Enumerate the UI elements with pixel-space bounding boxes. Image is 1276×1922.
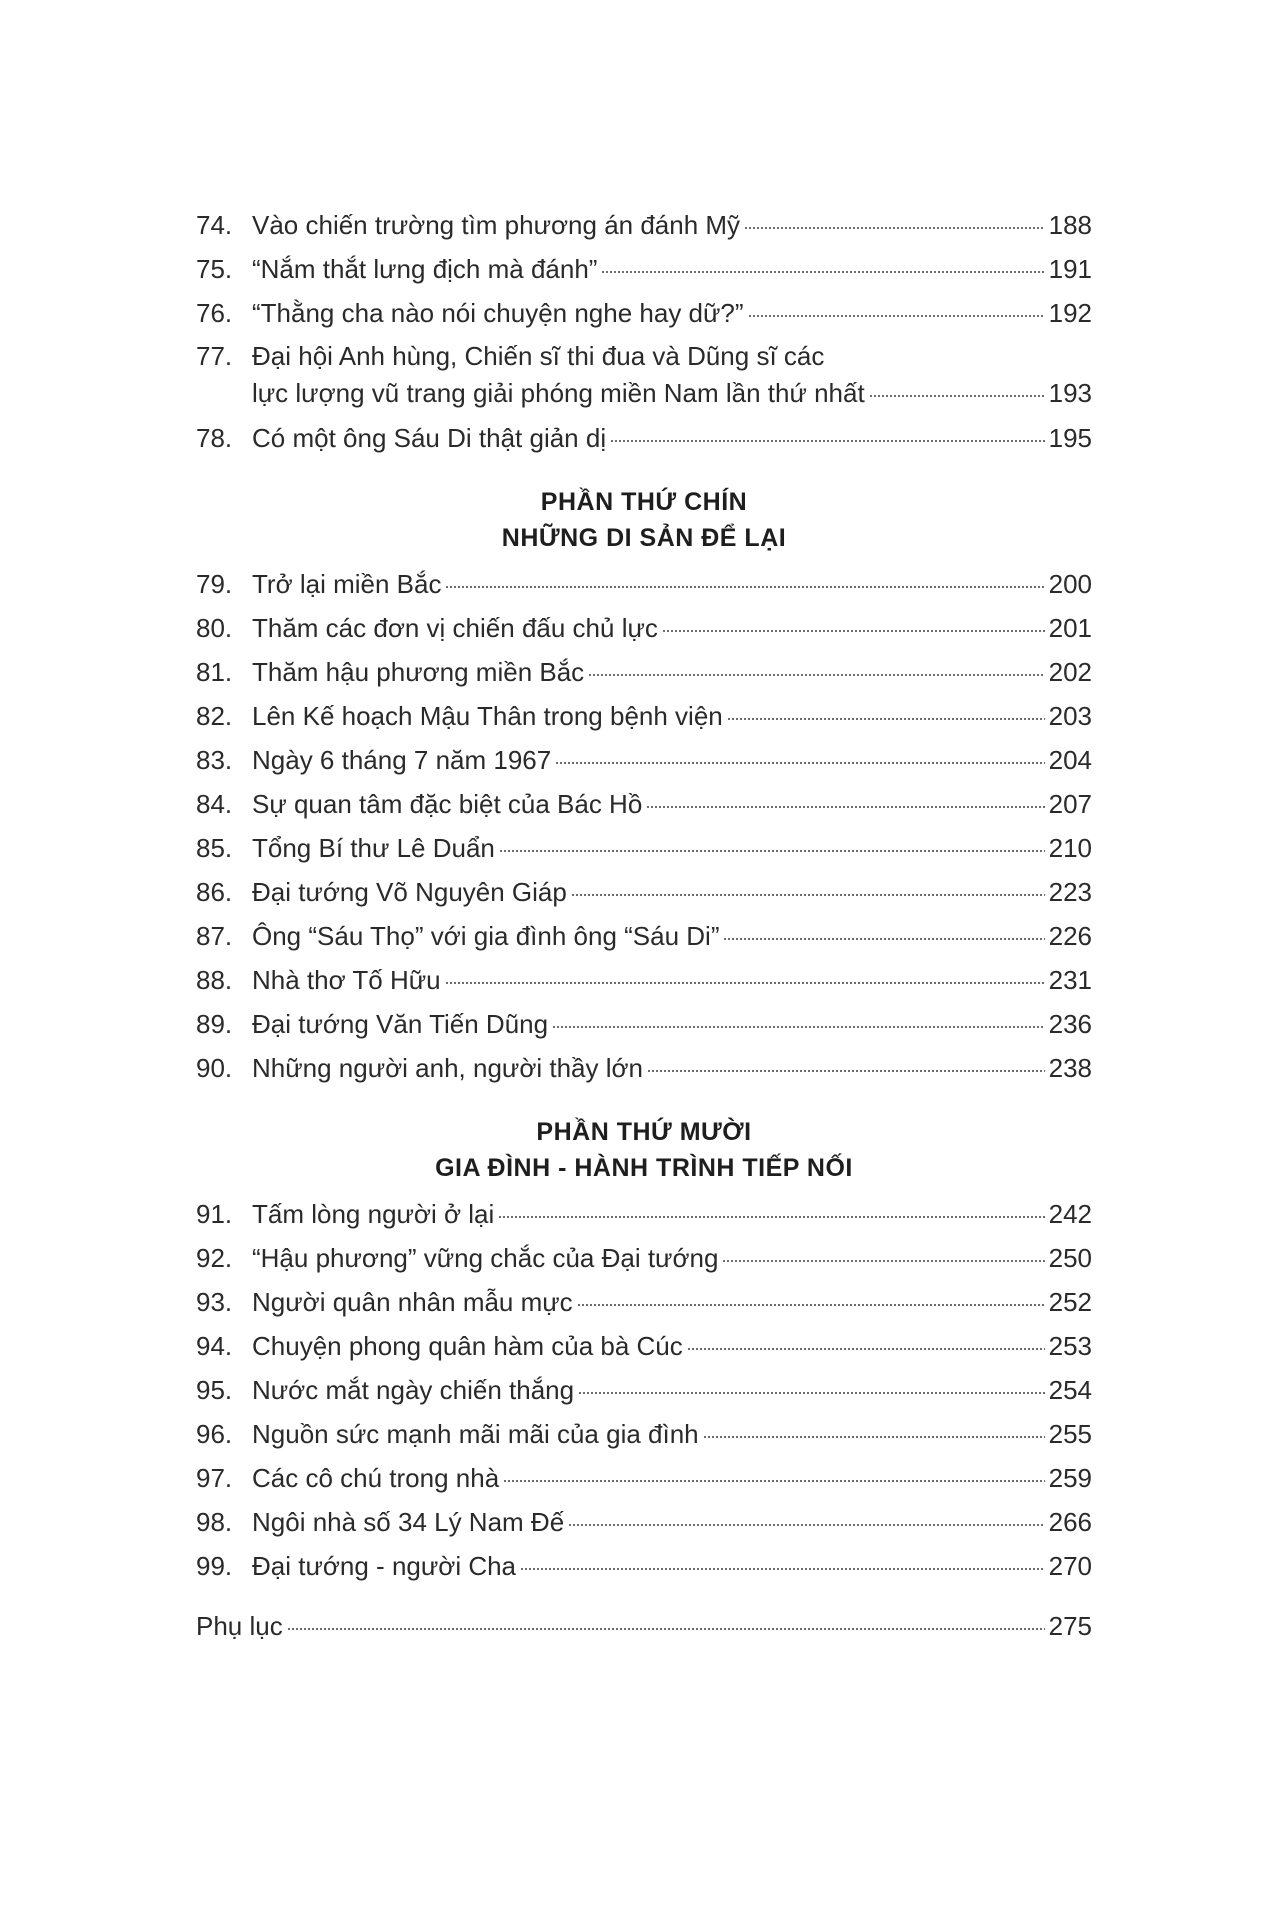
dot-leader — [687, 1348, 1045, 1350]
entry-number: 81. — [196, 657, 233, 687]
entry-number: 91. — [196, 1199, 233, 1229]
dot-leader — [503, 1480, 1044, 1482]
dot-leader — [588, 674, 1044, 676]
entry-title: Nguồn sức mạnh mãi mãi của gia đình — [252, 1419, 699, 1449]
toc-entry — [196, 291, 1092, 335]
toc-group-b — [196, 562, 1092, 1090]
dot-leader — [722, 1260, 1044, 1262]
dot-leader — [555, 762, 1044, 764]
entry-title-line-1: Đại hội Anh hùng, Chiến sĩ thi đua và Dũng sĩ các — [252, 341, 825, 371]
entry-title: Thăm các đơn vị chiến đấu chủ lực — [252, 613, 658, 643]
dot-leader — [498, 1216, 1044, 1218]
section-heading-line-1: PHẦN THỨ MƯỜI — [536, 1118, 752, 1146]
toc-entry — [196, 606, 1092, 650]
dot-leader — [287, 1628, 1045, 1630]
toc-entry — [196, 1500, 1092, 1544]
entry-title: Ngày 6 tháng 7 năm 1967 — [252, 745, 552, 775]
entry-title: Những người anh, người thầy lớn — [252, 1053, 644, 1083]
entry-title: Đại tướng Võ Nguyên Giáp — [252, 877, 567, 907]
toc-entry — [196, 1412, 1092, 1456]
dot-leader — [869, 395, 1045, 397]
entry-number: 96. — [196, 1419, 233, 1449]
entry-title: Ông “Sáu Thọ” với gia đình ông “Sáu Di” — [252, 921, 720, 951]
entry-title: Tổng Bí thư Lê Duẩn — [252, 833, 495, 863]
entry-page: 226 — [1048, 921, 1092, 951]
entry-title: Đại tướng - người Cha — [252, 1551, 517, 1581]
entry-page: 275 — [1048, 1611, 1092, 1641]
entry-number: 92. — [196, 1243, 233, 1273]
entry-title-line-2: lực lượng vũ trang giải phóng miền Nam lần thứ nhất — [252, 378, 865, 408]
entry-number: 74. — [196, 210, 233, 240]
entry-number: 89. — [196, 1009, 233, 1039]
dot-leader — [499, 850, 1045, 852]
entry-number: 93. — [196, 1287, 233, 1317]
entry-page: 202 — [1048, 657, 1092, 687]
dot-leader — [445, 982, 1045, 984]
section-heading-line-1: PHẦN THỨ CHÍN — [540, 488, 748, 516]
toc-entry — [196, 826, 1092, 870]
dot-leader — [662, 630, 1045, 632]
entry-page: 254 — [1048, 1375, 1092, 1405]
entry-title: Lên Kế hoạch Mậu Thân trong bệnh viện — [252, 701, 723, 731]
entry-title: Sự quan tâm đặc biệt của Bác Hồ — [252, 789, 643, 819]
entry-page: 270 — [1048, 1551, 1092, 1581]
dot-leader — [578, 1392, 1045, 1394]
toc-entry — [196, 1046, 1092, 1090]
entry-title: Nhà thơ Tố Hữu — [252, 965, 441, 995]
toc-entry — [196, 1324, 1092, 1368]
entry-number: 82. — [196, 701, 233, 731]
toc-entry-appendix — [196, 1604, 1092, 1648]
entry-page: 266 — [1048, 1507, 1092, 1537]
entry-page: 236 — [1048, 1009, 1092, 1039]
dot-leader — [445, 586, 1044, 588]
toc-entry — [196, 247, 1092, 291]
entry-title: Các cô chú trong nhà — [252, 1463, 500, 1493]
entry-title: Thăm hậu phương miền Bắc — [252, 657, 585, 687]
entry-page: 200 — [1048, 569, 1092, 599]
entry-page: 192 — [1048, 298, 1092, 328]
entry-title: Có một ông Sáu Di thật giản dị — [252, 423, 607, 453]
entry-number: 90. — [196, 1053, 233, 1083]
toc-entry — [196, 1192, 1092, 1236]
toc-entry-multiline — [196, 338, 1092, 412]
entry-page: 204 — [1048, 745, 1092, 775]
toc-entry — [196, 562, 1092, 606]
dot-leader — [744, 227, 1045, 229]
entry-page: 242 — [1048, 1199, 1092, 1229]
toc-entry — [196, 1236, 1092, 1280]
section-heading-line-2: GIA ĐÌNH - HÀNH TRÌNH TIẾP NỐI — [435, 1154, 853, 1182]
section-heading — [196, 1114, 1092, 1186]
entry-title: Tấm lòng người ở lại — [252, 1199, 495, 1229]
section-heading-line-2: NHỮNG DI SẢN ĐỂ LẠI — [501, 524, 787, 552]
dot-leader — [646, 806, 1044, 808]
entry-number: 98. — [196, 1507, 233, 1537]
dot-leader — [703, 1436, 1045, 1438]
dot-leader — [568, 1524, 1044, 1526]
entry-title: Trở lại miền Bắc — [252, 569, 442, 599]
entry-page: 250 — [1048, 1243, 1092, 1273]
toc-entry — [196, 782, 1092, 826]
entry-number: 94. — [196, 1331, 233, 1361]
entry-page: 193 — [1048, 378, 1092, 408]
entry-page: 252 — [1048, 1287, 1092, 1317]
entry-number: 86. — [196, 877, 233, 907]
entry-number: 95. — [196, 1375, 233, 1405]
dot-leader — [748, 315, 1045, 317]
toc-group-a — [196, 203, 1092, 460]
section-heading — [196, 484, 1092, 556]
entry-title: “Nắm thắt lưng địch mà đánh” — [252, 254, 598, 284]
toc-entry — [196, 958, 1092, 1002]
entry-number: 76. — [196, 298, 233, 328]
toc-entry — [196, 650, 1092, 694]
dot-leader — [647, 1070, 1045, 1072]
entry-title: Đại tướng Văn Tiến Dũng — [252, 1009, 549, 1039]
toc-page — [196, 203, 1092, 1648]
entry-page: 188 — [1048, 210, 1092, 240]
entry-number: 78. — [196, 423, 233, 453]
dot-leader — [727, 718, 1045, 720]
entry-number: 75. — [196, 254, 233, 284]
entry-number: 80. — [196, 613, 233, 643]
entry-title: Nước mắt ngày chiến thắng — [252, 1375, 575, 1405]
entry-page: 195 — [1048, 423, 1092, 453]
entry-number: 77. — [196, 341, 233, 371]
entry-title: Vào chiến trường tìm phương án đánh Mỹ — [252, 210, 741, 240]
toc-entry — [196, 738, 1092, 782]
toc-entry — [196, 914, 1092, 958]
entry-number: 83. — [196, 745, 233, 775]
entry-number: 88. — [196, 965, 233, 995]
dot-leader — [601, 271, 1044, 273]
entry-page: 259 — [1048, 1463, 1092, 1493]
toc-entry — [196, 870, 1092, 914]
dot-leader — [571, 894, 1045, 896]
entry-number: 79. — [196, 569, 233, 599]
entry-page: 201 — [1048, 613, 1092, 643]
dot-leader — [520, 1568, 1045, 1570]
toc-group-c — [196, 1192, 1092, 1588]
entry-title: Ngôi nhà số 34 Lý Nam Đế — [252, 1507, 565, 1537]
dot-leader — [577, 1304, 1045, 1306]
entry-number: 99. — [196, 1551, 233, 1581]
toc-entry — [196, 694, 1092, 738]
entry-number: 97. — [196, 1463, 233, 1493]
entry-title: Chuyện phong quân hàm của bà Cúc — [252, 1331, 683, 1361]
toc-entry — [196, 1544, 1092, 1588]
toc-entry — [196, 1002, 1092, 1046]
entry-page: 238 — [1048, 1053, 1092, 1083]
entry-title: Người quân nhân mẫu mực — [252, 1287, 573, 1317]
entry-number: 85. — [196, 833, 233, 863]
entry-page: 210 — [1048, 833, 1092, 863]
toc-entry — [196, 1280, 1092, 1324]
dot-leader — [723, 938, 1044, 940]
entry-page: 191 — [1048, 254, 1092, 284]
dot-leader — [552, 1026, 1045, 1028]
entry-number: 87. — [196, 921, 233, 951]
toc-entry — [196, 1456, 1092, 1500]
entry-page: 203 — [1048, 701, 1092, 731]
entry-page: 255 — [1048, 1419, 1092, 1449]
toc-entry — [196, 203, 1092, 247]
entry-page: 231 — [1048, 965, 1092, 995]
entry-page: 223 — [1048, 877, 1092, 907]
toc-entry — [196, 1368, 1092, 1412]
dot-leader — [610, 440, 1045, 442]
appendix-title: Phụ lục — [196, 1611, 283, 1641]
entry-title: “Hậu phương” vững chắc của Đại tướng — [252, 1243, 719, 1273]
entry-number: 84. — [196, 789, 233, 819]
toc-entry — [196, 416, 1092, 460]
entry-page: 207 — [1048, 789, 1092, 819]
entry-page: 253 — [1048, 1331, 1092, 1361]
entry-title: “Thằng cha nào nói chuyện nghe hay dữ?” — [252, 298, 744, 328]
